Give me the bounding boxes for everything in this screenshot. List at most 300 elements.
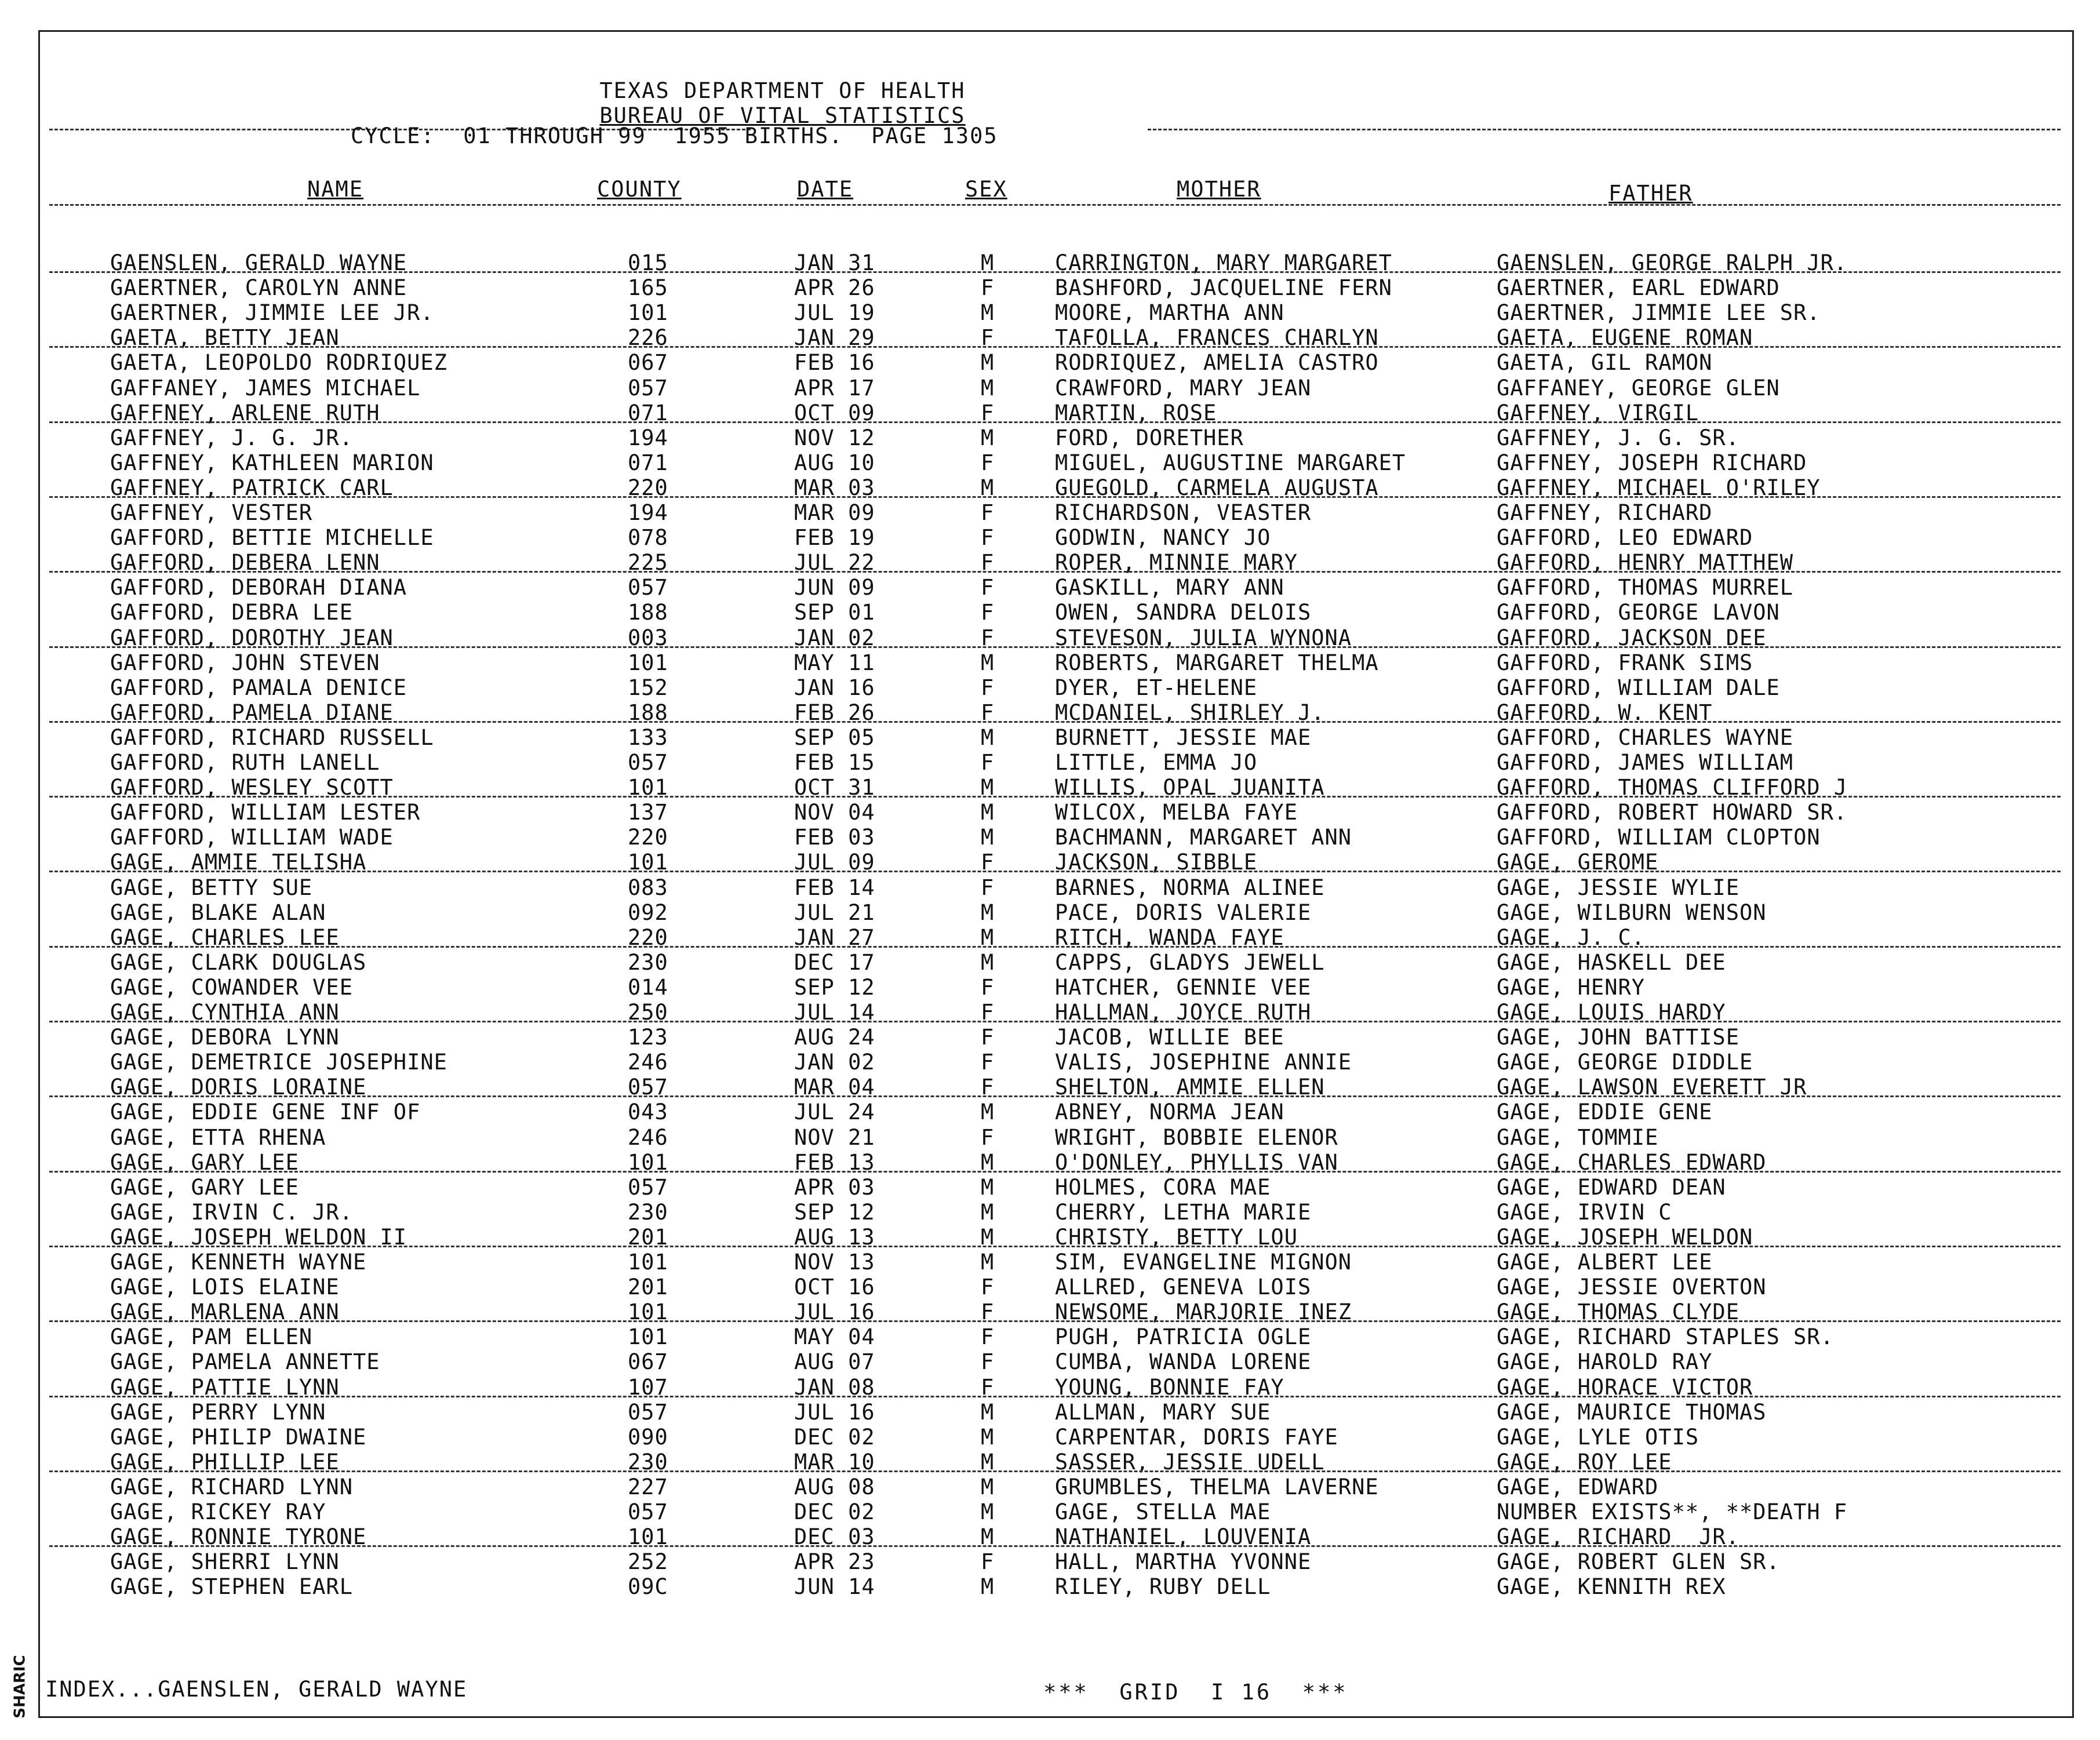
cell-sex: F (981, 1050, 995, 1075)
cell-mother: HOLMES, CORA MAE (1055, 1175, 1271, 1200)
cell-name: GAGE, SHERRI LYNN (110, 1549, 340, 1574)
cell-mother: BURNETT, JESSIE MAE (1055, 725, 1312, 750)
cell-name: GAGE, CYNTHIA ANN (110, 1000, 340, 1025)
cell-sex: F (981, 1375, 995, 1400)
cell-father: GAFFNEY, MICHAEL O'RILEY (1497, 475, 1821, 500)
cell-date: JUL 14 (794, 1000, 875, 1025)
cell-county: 165 (628, 275, 668, 300)
cell-name: GAGE, COWANDER VEE (110, 975, 353, 1000)
cell-name: GAFFORD, RUTH LANELL (110, 750, 380, 775)
cell-sex: M (981, 376, 995, 401)
cell-sex: M (981, 1225, 995, 1250)
cell-father: GAFFNEY, VIRGIL (1497, 401, 1699, 425)
cell-county: 078 (628, 525, 668, 550)
cell-county: 057 (628, 1175, 668, 1200)
cell-county: 137 (628, 800, 668, 825)
cell-father: GAGE, MAURICE THOMAS (1497, 1400, 1767, 1425)
cell-date: JUL 09 (794, 850, 875, 875)
cell-name: GAFFORD, BETTIE MICHELLE (110, 525, 434, 550)
table-row (0, 900, 2100, 925)
cell-name: GAGE, CHARLES LEE (110, 925, 340, 950)
cell-father: GAFFORD, JACKSON DEE (1497, 625, 1767, 650)
cell-sex: M (981, 950, 995, 975)
cell-name: GAFFORD, PAMALA DENICE (110, 675, 407, 700)
table-row (0, 1000, 2100, 1025)
cell-name: GAGE, BETTY SUE (110, 875, 313, 900)
cell-father: GAGE, RICHARD JR. (1497, 1524, 1739, 1549)
cell-name: GAFFNEY, VESTER (110, 500, 313, 525)
cell-county: 152 (628, 675, 668, 700)
cell-sex: M (981, 650, 995, 675)
cell-father: GAGE, JOHN BATTISE (1497, 1025, 1739, 1050)
cell-county: 123 (628, 1025, 668, 1050)
cell-date: OCT 16 (794, 1275, 875, 1299)
table-row (0, 875, 2100, 900)
cell-date: APR 03 (794, 1175, 875, 1200)
cell-mother: MCDANIEL, SHIRLEY J. (1055, 700, 1325, 725)
cell-sex: M (981, 250, 995, 275)
cell-county: 107 (628, 1375, 668, 1400)
cell-sex: M (981, 900, 995, 925)
cell-name: GAFFORD, WILLIAM LESTER (110, 800, 421, 825)
cell-county: 188 (628, 700, 668, 725)
cell-mother: STEVESON, JULIA WYNONA (1055, 625, 1352, 650)
cell-sex: F (981, 401, 995, 425)
cell-mother: CUMBA, WANDA LORENE (1055, 1349, 1312, 1374)
cell-name: GAGE, EDDIE GENE INF OF (110, 1100, 421, 1124)
cell-sex: M (981, 725, 995, 750)
col-header-county: COUNTY (597, 177, 682, 202)
cell-date: FEB 14 (794, 875, 875, 900)
cell-county: 101 (628, 1250, 668, 1275)
cell-mother: VALIS, JOSEPHINE ANNIE (1055, 1050, 1352, 1075)
cell-father: GAGE, LOUIS HARDY (1497, 1000, 1726, 1025)
cell-mother: HALL, MARTHA YVONNE (1055, 1549, 1312, 1574)
cell-name: GAENSLEN, GERALD WAYNE (110, 250, 407, 275)
cell-sex: F (981, 850, 995, 875)
bureau-title: BUREAU OF VITAL STATISTICS (599, 103, 966, 128)
cell-date: JUL 22 (794, 550, 875, 575)
cell-sex: M (981, 1450, 995, 1475)
cell-mother: BACHMANN, MARGARET ANN (1055, 825, 1352, 850)
table-row (0, 650, 2100, 675)
cell-mother: GAGE, STELLA MAE (1055, 1499, 1271, 1524)
cell-name: GAGE, PAM ELLEN (110, 1324, 313, 1349)
cell-mother: CAPPS, GLADYS JEWELL (1055, 950, 1325, 975)
table-row (0, 300, 2100, 325)
table-row (0, 1400, 2100, 1425)
cell-mother: HATCHER, GENNIE VEE (1055, 975, 1312, 1000)
cell-father: GAERTNER, EARL EDWARD (1497, 275, 1780, 300)
cell-date: MAR 04 (794, 1075, 875, 1100)
cell-name: GAGE, ETTA RHENA (110, 1125, 326, 1150)
cell-date: JUL 21 (794, 900, 875, 925)
cell-name: GAGE, PERRY LYNN (110, 1400, 326, 1425)
cell-name: GAGE, JOSEPH WELDON II (110, 1225, 407, 1250)
cell-father: GAGE, WILBURN WENSON (1497, 900, 1767, 925)
cell-sex: M (981, 1574, 995, 1599)
cell-county: 092 (628, 900, 668, 925)
cell-father: GAGE, LYLE OTIS (1497, 1425, 1699, 1450)
cell-date: JUN 09 (794, 575, 875, 600)
cell-mother: O'DONLEY, PHYLLIS VAN (1055, 1150, 1338, 1175)
cell-father: GAGE, KENNITH REX (1497, 1574, 1726, 1599)
cell-county: 250 (628, 1000, 668, 1025)
cell-mother: DYER, ET-HELENE (1055, 675, 1258, 700)
cell-date: MAR 03 (794, 475, 875, 500)
cell-name: GAERTNER, CAROLYN ANNE (110, 275, 407, 300)
cell-county: 057 (628, 575, 668, 600)
col-header-sex: SEX (965, 177, 1007, 202)
table-row (0, 1225, 2100, 1250)
cell-sex: M (981, 350, 995, 375)
cell-date: JUL 16 (794, 1400, 875, 1425)
cell-county: 194 (628, 425, 668, 450)
cell-name: GAGE, BLAKE ALAN (110, 900, 326, 925)
cell-county: 057 (628, 1075, 668, 1100)
cell-name: GAFFORD, DOROTHY JEAN (110, 625, 394, 650)
cell-date: FEB 26 (794, 700, 875, 725)
table-row (0, 825, 2100, 850)
cell-father: GAGE, HAROLD RAY (1497, 1349, 1713, 1374)
cell-name: GAGE, AMMIE TELISHA (110, 850, 367, 875)
cell-county: 083 (628, 875, 668, 900)
cell-county: 101 (628, 1324, 668, 1349)
cell-mother: ALLMAN, MARY SUE (1055, 1400, 1271, 1425)
cell-date: JAN 16 (794, 675, 875, 700)
cell-county: 101 (628, 775, 668, 800)
cycle-line: CYCLE: 01 THROUGH 99 1955 BIRTHS. PAGE 1305 (351, 123, 998, 148)
cell-date: JAN 31 (794, 250, 875, 275)
cell-county: 003 (628, 625, 668, 650)
cell-mother: OWEN, SANDRA DELOIS (1055, 600, 1312, 625)
cell-name: GAERTNER, JIMMIE LEE JR. (110, 300, 434, 325)
cell-mother: FORD, DORETHER (1055, 425, 1244, 450)
cell-county: 015 (628, 250, 668, 275)
cell-date: SEP 01 (794, 600, 875, 625)
cell-sex: M (981, 1250, 995, 1275)
table-row (0, 850, 2100, 875)
cell-mother: RILEY, RUBY DELL (1055, 1574, 1271, 1599)
cell-father: GAGE, JOSEPH WELDON (1497, 1225, 1753, 1250)
cell-sex: F (981, 625, 995, 650)
cell-date: JUL 16 (794, 1299, 875, 1324)
table-row (0, 725, 2100, 750)
cell-mother: JACKSON, SIBBLE (1055, 850, 1258, 875)
cell-mother: SASSER, JESSIE UDELL (1055, 1450, 1325, 1475)
cell-name: GAGE, DEBORA LYNN (110, 1025, 340, 1050)
cell-father: GAGE, THOMAS CLYDE (1497, 1299, 1739, 1324)
cell-father: GAFFORD, ROBERT HOWARD SR. (1497, 800, 1848, 825)
cell-father: GAFFORD, LEO EDWARD (1497, 525, 1753, 550)
cell-father: GAGE, RICHARD STAPLES SR. (1497, 1324, 1834, 1349)
cell-name: GAGE, RICKEY RAY (110, 1499, 326, 1524)
cell-father: GAGE, JESSIE WYLIE (1497, 875, 1739, 900)
cell-date: OCT 09 (794, 401, 875, 425)
cell-sex: F (981, 1275, 995, 1299)
cell-mother: MOORE, MARTHA ANN (1055, 300, 1284, 325)
cell-date: JUL 19 (794, 300, 875, 325)
cell-mother: BASHFORD, JACQUELINE FERN (1055, 275, 1392, 300)
cell-mother: NEWSOME, MARJORIE INEZ (1055, 1299, 1352, 1324)
cell-county: 201 (628, 1275, 668, 1299)
cell-mother: ALLRED, GENEVA LOIS (1055, 1275, 1312, 1299)
cell-father: GAFFNEY, JOSEPH RICHARD (1497, 450, 1807, 475)
cell-sex: M (981, 1150, 995, 1175)
cell-date: FEB 13 (794, 1150, 875, 1175)
grid-footer: *** GRID I 16 *** (1043, 1680, 1348, 1705)
cell-father: GAGE, EDDIE GENE (1497, 1100, 1713, 1124)
cell-sex: F (981, 450, 995, 475)
cell-name: GAFFORD, WILLIAM WADE (110, 825, 394, 850)
cell-county: 101 (628, 300, 668, 325)
cell-father: GAGE, ROY LEE (1497, 1450, 1672, 1475)
table-row (0, 675, 2100, 700)
cell-father: GAGE, HORACE VICTOR (1497, 1375, 1753, 1400)
cell-mother: ROBERTS, MARGARET THELMA (1055, 650, 1379, 675)
cell-father: GAFFNEY, RICHARD (1497, 500, 1713, 525)
cell-father: GAGE, ALBERT LEE (1497, 1250, 1713, 1275)
cell-county: 101 (628, 650, 668, 675)
cell-mother: HALLMAN, JOYCE RUTH (1055, 1000, 1312, 1025)
cell-sex: F (981, 525, 995, 550)
table-row (0, 975, 2100, 1000)
cell-county: 067 (628, 1349, 668, 1374)
cell-father: GAGE, HASKELL DEE (1497, 950, 1726, 975)
cell-county: 043 (628, 1100, 668, 1124)
cell-date: JAN 02 (794, 1050, 875, 1075)
cell-sex: F (981, 275, 995, 300)
table-row (0, 575, 2100, 600)
cell-sex: M (981, 1524, 995, 1549)
cell-name: GAFFNEY, PATRICK CARL (110, 475, 394, 500)
table-row (0, 1425, 2100, 1450)
cell-mother: TAFOLLA, FRANCES CHARLYN (1055, 325, 1379, 350)
cell-county: 246 (628, 1125, 668, 1150)
cell-name: GAFFORD, DEBERA LENN (110, 550, 380, 575)
cell-father: GAGE, GEROME (1497, 850, 1659, 875)
cell-name: GAFFNEY, ARLENE RUTH (110, 401, 380, 425)
cell-date: APR 17 (794, 376, 875, 401)
cell-sex: F (981, 700, 995, 725)
cell-date: AUG 10 (794, 450, 875, 475)
table-row (0, 1349, 2100, 1374)
cell-mother: BARNES, NORMA ALINEE (1055, 875, 1325, 900)
cell-date: DEC 17 (794, 950, 875, 975)
cell-date: FEB 16 (794, 350, 875, 375)
cell-county: 071 (628, 401, 668, 425)
cell-mother: GUEGOLD, CARMELA AUGUSTA (1055, 475, 1379, 500)
cell-mother: MIGUEL, AUGUSTINE MARGARET (1055, 450, 1406, 475)
table-row (0, 1324, 2100, 1349)
cell-mother: CHRISTY, BETTY LOU (1055, 1225, 1298, 1250)
cell-county: 057 (628, 1400, 668, 1425)
table-row (0, 1025, 2100, 1050)
cell-date: FEB 19 (794, 525, 875, 550)
cell-county: 246 (628, 1050, 668, 1075)
cell-name: GAFFORD, DEBORAH DIANA (110, 575, 407, 600)
table-row (0, 1574, 2100, 1599)
cell-name: GAGE, PHILIP DWAINE (110, 1425, 367, 1450)
table-row (0, 250, 2100, 275)
cell-county: 09C (628, 1574, 668, 1599)
cell-county: 220 (628, 475, 668, 500)
cell-county: 252 (628, 1549, 668, 1574)
table-row (0, 1150, 2100, 1175)
table-row (0, 376, 2100, 401)
cell-name: GAGE, KENNETH WAYNE (110, 1250, 367, 1275)
cell-county: 057 (628, 376, 668, 401)
cell-date: SEP 12 (794, 975, 875, 1000)
cell-sex: F (981, 975, 995, 1000)
cell-mother: WRIGHT, BOBBIE ELENOR (1055, 1125, 1338, 1150)
table-row (0, 525, 2100, 550)
cell-mother: RICHARDSON, VEASTER (1055, 500, 1312, 525)
cell-date: APR 26 (794, 275, 875, 300)
cell-county: 226 (628, 325, 668, 350)
cell-father: GAGE, J. C. (1497, 925, 1646, 950)
cell-mother: LITTLE, EMMA JO (1055, 750, 1258, 775)
cell-mother: PUGH, PATRICIA OGLE (1055, 1324, 1312, 1349)
cell-name: GAGE, RONNIE TYRONE (110, 1524, 367, 1549)
cell-date: NOV 13 (794, 1250, 875, 1275)
cell-sex: F (981, 1349, 995, 1374)
cell-county: 101 (628, 1299, 668, 1324)
cell-date: DEC 03 (794, 1524, 875, 1549)
cell-date: DEC 02 (794, 1425, 875, 1450)
cell-sex: F (981, 325, 995, 350)
cell-date: JAN 27 (794, 925, 875, 950)
cell-date: NOV 12 (794, 425, 875, 450)
cell-father: GAFFORD, FRANK SIMS (1497, 650, 1753, 675)
table-row (0, 1475, 2100, 1499)
cell-county: 057 (628, 1499, 668, 1524)
cell-county: 230 (628, 950, 668, 975)
cell-county: 220 (628, 925, 668, 950)
cell-county: 201 (628, 1225, 668, 1250)
cell-date: NOV 04 (794, 800, 875, 825)
cell-mother: SIM, EVANGELINE MIGNON (1055, 1250, 1352, 1275)
cell-sex: F (981, 1075, 995, 1100)
cell-father: GAGE, GEORGE DIDDLE (1497, 1050, 1753, 1075)
cell-county: 101 (628, 1150, 668, 1175)
cell-mother: WILCOX, MELBA FAYE (1055, 800, 1298, 825)
cell-date: MAR 10 (794, 1450, 875, 1475)
cell-county: 133 (628, 725, 668, 750)
cell-name: GAGE, DORIS LORAINE (110, 1075, 367, 1100)
cell-date: JAN 08 (794, 1375, 875, 1400)
cell-mother: CRAWFORD, MARY JEAN (1055, 376, 1312, 401)
cell-date: MAY 11 (794, 650, 875, 675)
cell-name: GAFFORD, PAMELA DIANE (110, 700, 394, 725)
cell-sex: F (981, 1025, 995, 1050)
cell-name: GAGE, MARLENA ANN (110, 1299, 340, 1324)
cell-mother: GODWIN, NANCY JO (1055, 525, 1271, 550)
cell-name: GAGE, PAMELA ANNETTE (110, 1349, 380, 1374)
cell-mother: YOUNG, BONNIE FAY (1055, 1375, 1284, 1400)
cell-father: GAERTNER, JIMMIE LEE SR. (1497, 300, 1821, 325)
cell-county: 230 (628, 1450, 668, 1475)
col-header-date: DATE (797, 177, 854, 202)
cell-date: AUG 08 (794, 1475, 875, 1499)
cell-sex: F (981, 1000, 995, 1025)
cell-sex: M (981, 425, 995, 450)
table-row (0, 1549, 2100, 1574)
cell-sex: F (981, 875, 995, 900)
table-row (0, 275, 2100, 300)
cell-sex: F (981, 600, 995, 625)
cell-father: GAGE, EDWARD (1497, 1475, 1659, 1499)
cell-county: 230 (628, 1200, 668, 1225)
cell-father: GAGE, IRVIN C (1497, 1200, 1672, 1225)
table-row (0, 925, 2100, 950)
cell-date: JUL 24 (794, 1100, 875, 1124)
cell-mother: WILLIS, OPAL JUANITA (1055, 775, 1325, 800)
cell-date: AUG 24 (794, 1025, 875, 1050)
cell-county: 071 (628, 450, 668, 475)
cell-father: GAGE, JESSIE OVERTON (1497, 1275, 1767, 1299)
cell-date: MAR 09 (794, 500, 875, 525)
col-header-name: NAME (307, 177, 364, 202)
cell-date: AUG 07 (794, 1349, 875, 1374)
table-row (0, 1200, 2100, 1225)
cell-date: JUN 14 (794, 1574, 875, 1599)
cell-sex: M (981, 825, 995, 850)
table-row (0, 325, 2100, 350)
table-row (0, 625, 2100, 650)
table-row (0, 1175, 2100, 1200)
table-row (0, 350, 2100, 375)
cell-father: GAFFANEY, GEORGE GLEN (1497, 376, 1780, 401)
cell-mother: RODRIQUEZ, AMELIA CASTRO (1055, 350, 1379, 375)
cell-sex: F (981, 575, 995, 600)
cell-name: GAGE, IRVIN C. JR. (110, 1200, 353, 1225)
cell-father: GAFFORD, CHARLES WAYNE (1497, 725, 1794, 750)
cell-county: 227 (628, 1475, 668, 1499)
table-row (0, 500, 2100, 525)
table-row (0, 425, 2100, 450)
cell-name: GAGE, PATTIE LYNN (110, 1375, 340, 1400)
cell-name: GAGE, GARY LEE (110, 1150, 299, 1175)
cell-county: 067 (628, 350, 668, 375)
table-row (0, 1250, 2100, 1275)
table-row (0, 1275, 2100, 1299)
cell-father: GAFFORD, WILLIAM DALE (1497, 675, 1780, 700)
cell-father: GAGE, HENRY (1497, 975, 1646, 1000)
cell-father: GAGE, ROBERT GLEN SR. (1497, 1549, 1780, 1574)
table-row (0, 750, 2100, 775)
cell-county: 188 (628, 600, 668, 625)
cell-mother: CHERRY, LETHA MARIE (1055, 1200, 1312, 1225)
table-row (0, 1125, 2100, 1150)
side-tag: SHARIC (11, 1655, 29, 1719)
cell-name: GAFFORD, DEBRA LEE (110, 600, 353, 625)
cell-date: OCT 31 (794, 775, 875, 800)
cell-name: GAFFORD, RICHARD RUSSELL (110, 725, 434, 750)
cell-county: 101 (628, 1524, 668, 1549)
table-row (0, 450, 2100, 475)
table-row (0, 800, 2100, 825)
cell-date: FEB 03 (794, 825, 875, 850)
table-row (0, 401, 2100, 425)
cell-sex: F (981, 750, 995, 775)
cell-father: GAGE, LAWSON EVERETT JR (1497, 1075, 1807, 1100)
cell-mother: JACOB, WILLIE BEE (1055, 1025, 1284, 1050)
cell-name: GAETA, LEOPOLDO RODRIQUEZ (110, 350, 447, 375)
cell-mother: MARTIN, ROSE (1055, 401, 1217, 425)
cell-date: FEB 15 (794, 750, 875, 775)
cell-date: APR 23 (794, 1549, 875, 1574)
